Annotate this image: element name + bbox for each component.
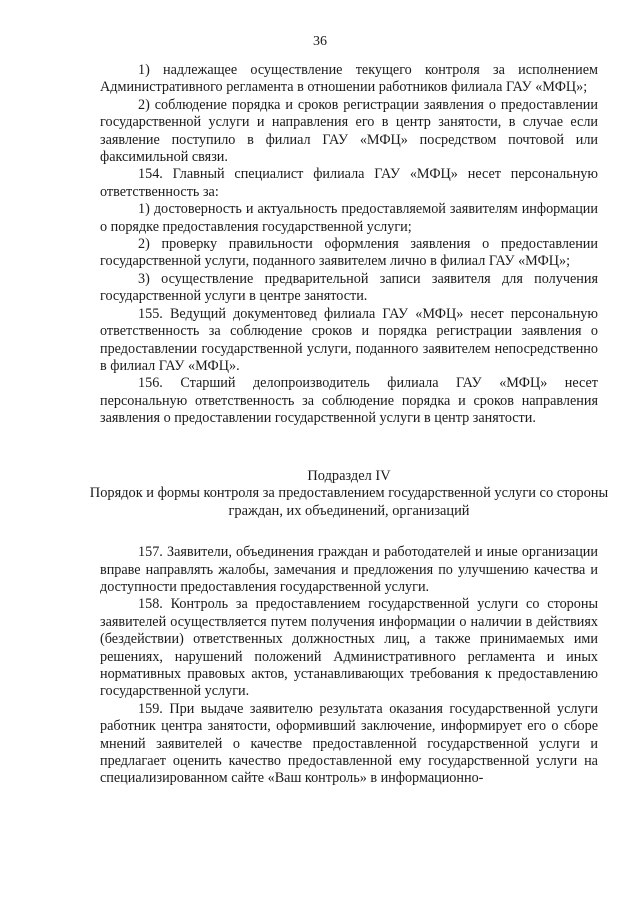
paragraph: 1) надлежащее осуществление текущего контроля за исполнением Административного регламента в отношении работников филиала ГАУ «МФЦ»; xyxy=(100,62,598,96)
paragraph: 156. Старший делопроизводитель филиала ГАУ «МФЦ» несет персональную ответственность за соблюдение порядка и сроков направления заявления о предоставлении государственной услуги в центр занятости. xyxy=(100,375,598,427)
subsection-label: Подраздел IV xyxy=(307,467,391,484)
document-body xyxy=(89,62,609,788)
paragraph: 154. Главный специалист филиала ГАУ «МФЦ» несет персональную ответственность за: xyxy=(100,166,598,200)
paragraph: 157. Заявители, объединения граждан и работодателей и иные организации вправе направлять жалобы, замечания и предложения по улучшению качества и доступности предоставления государственной услуги. xyxy=(100,544,598,595)
section-gap xyxy=(100,428,598,468)
paragraph: 1) достоверность и актуальность предоставляемой заявителям информации о порядке предоставления государственной услуги; xyxy=(100,201,598,235)
paragraph: 2) проверку правильности оформления заявления о предоставлении государственной услуги, поданного заявителем лично в филиал ГАУ «МФЦ»; xyxy=(100,236,598,270)
paragraph: 158. Контроль за предоставлением государственной услуги со стороны заявителей осуществляется путем получения информации о наличии в действиях (бездействии) ответственных должностных лиц, а также принимаемых ими решениях, нарушений положений Административного регламента и иных нормативных правовых актов, устанавливающих требования к предоставлению государственной услуги. xyxy=(100,596,598,700)
section-gap xyxy=(100,520,598,544)
paragraph: 159. При выдаче заявителю результата оказания государственной услуги работник центра занятости, оформивший заключение, информирует его о сборе мнений заявителей о качестве предоставленной государственной услуги и предлагает оценить качество предоставленной ему государственной услуги на специализированном сайте «Ваш контроль» в информационно- xyxy=(100,700,598,787)
page-number: 36 xyxy=(313,34,327,49)
paragraph: 2) соблюдение порядка и сроков регистрации заявления о предоставлении государственной услуги и направления его в центр занятости, в случае если заявление поступило в филиал ГАУ «МФЦ» посредством почтовой или факсимильной связи. xyxy=(100,96,598,166)
paragraph: 155. Ведущий документовед филиала ГАУ «МФЦ» несет персональную ответственность за соблюдение сроков и порядка регистрации заявления о предоставлении государственной услуги, поданного заявителем непосредственно в филиал ГАУ «МФЦ». xyxy=(100,305,598,374)
paragraph: 3) осуществление предварительной записи заявителя для получения государственной услуги в центре занятости. xyxy=(100,270,598,305)
subsection-title: Порядок и формы контроля за предоставлением государственной услуги со стороны граждан, их объединений, организаций xyxy=(89,484,609,519)
